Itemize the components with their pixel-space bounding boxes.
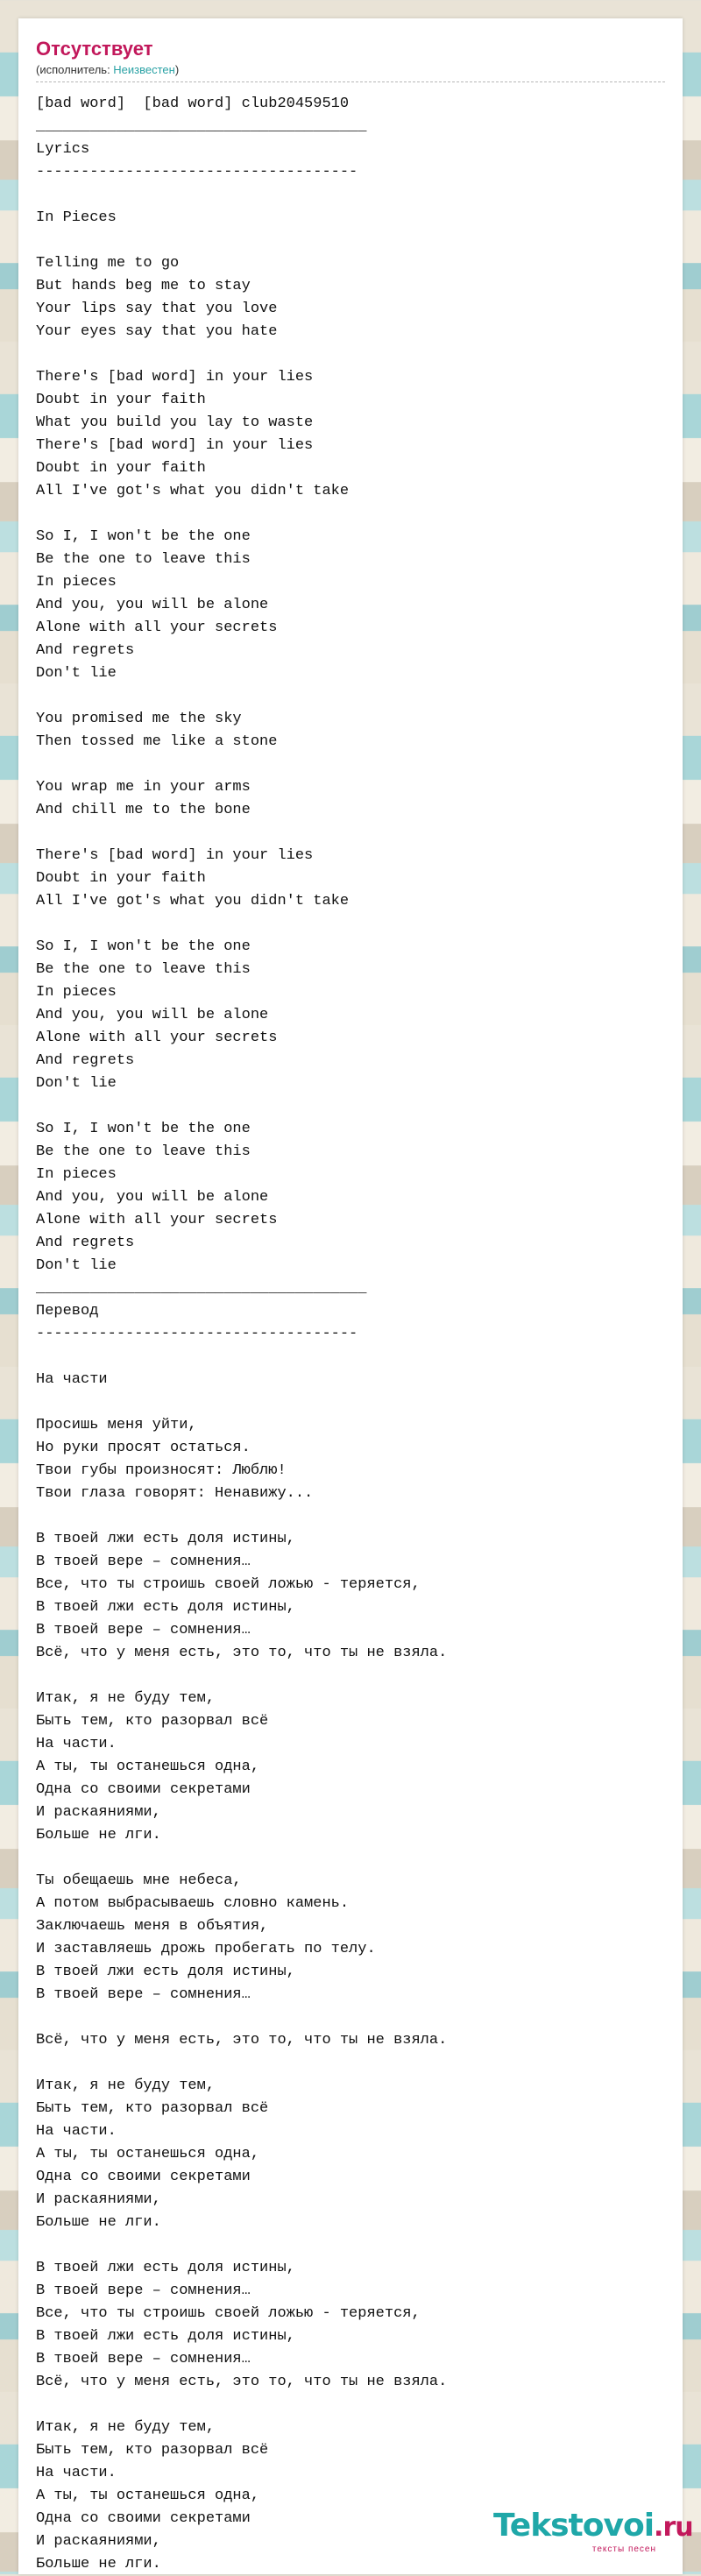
lyrics-page-card xyxy=(18,18,693,2574)
logo-tagline: тексты песен xyxy=(591,2544,656,2554)
artist-prefix: (исполнитель: xyxy=(36,63,114,76)
song-title: Отсутствует xyxy=(36,38,153,60)
site-logo[interactable] xyxy=(493,2508,693,2555)
logo-main-text: Tekstovoi xyxy=(493,2508,655,2544)
logo-wordmark xyxy=(493,2508,693,2544)
artist-line xyxy=(36,62,665,78)
artist-link[interactable]: Неизвестен xyxy=(113,63,175,76)
header-divider xyxy=(36,81,665,82)
logo-tld-text: .ru xyxy=(654,2512,693,2543)
lyrics-text: [bad word] [bad word] club20459510 _____________________________________ Lyrics ------------------------------------ In Pieces Telling me to go But hands beg me to stay Your lips say that you love Your eyes say that you hate There's [bad word] in your lies Doubt in your faith What you build you lay to waste There's [bad word] in your lies Doubt in your faith All I've got's what you didn't take So I, I won't be the one Be the one to leave this In pieces And you, you will be alone Alone with all your secrets And regrets Don't lie You promised me the sky Then tossed me like a stone You wrap me in your arms And chill me to the bone There's [bad word] in your lies Doubt in your faith All I've got's what you didn't take So I, I won't be the one Be the one to leave this In pieces And you, you will be alone Alone with all your secrets And regrets Don't lie So I, I won't be the one Be the one to leave this In pieces And you, you will be alone Alone with all your secrets And regrets Don't lie _____________________________________ Перевод ------------------------------------ На части Просишь меня уйти, Но руки просят остаться. Твои губы произносят: Люблю! Твои глаза говорят: Ненавижу... В твоей лжи есть доля истины, В твоей вере – сомнения… Все, что ты строишь своей ложью - теряется, В твоей лжи есть доля истины, В твоей вере – сомнения… Всё, что у меня есть, это то, что ты не взяла. Итак, я не буду тем, Быть тем, кто разорвал всё На части. А ты, ты останешься одна, Одна со своими секретами И раскаяниями, Больше не лги. Ты обещаешь мне небеса, А потом выбрасываешь словно камень. Заключаешь меня в объятия, И заставляешь дрожь пробегать по телу. В твоей лжи есть доля истины, В твоей вере – сомнения… Всё, что у меня есть, это то, что ты не взяла. Итак, я не буду тем, Быть тем, кто разорвал всё На части. А ты, ты останешься одна, Одна со своими секретами И раскаяниями, Больше не лги. В твоей лжи есть доля истины, В твоей вере – сомнения… Все, что ты строишь своей ложью - теряется, В твоей лжи есть доля истины, В твоей вере – сомнения… Всё, что у меня есть, это то, что ты не взяла. Итак, я не буду тем, Быть тем, кто разорвал всё На части. А ты, ты останешься одна, Одна со своими секретами И раскаяниями, Больше не лги. xyxy=(36,96,448,2572)
artist-suffix: ) xyxy=(174,63,180,76)
